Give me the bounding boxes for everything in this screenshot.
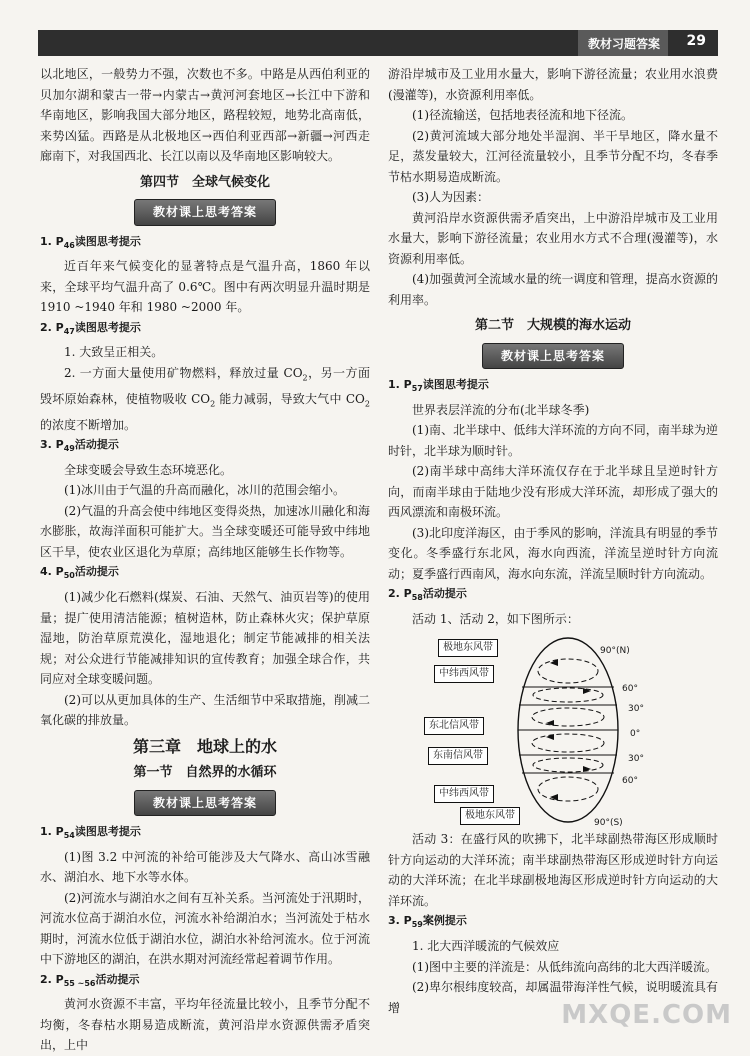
paragraph: 世界表层洋流的分布(北半球冬季)	[412, 402, 590, 417]
latitude-label: 60°	[622, 684, 638, 695]
paragraph: (3)北印度洋海区，由于季风的影响，洋流具有明显的季节变化。冬季盛行东北风，海水向西流，洋流呈逆时针方向流动；夏季盛行西南风，海水向东流，洋流呈顺时针方向流动。	[388, 525, 718, 581]
paragraph: (1)南、北半球中、低纬大洋环流的方向不同，南半球为逆时针，北半球为顺时针。	[388, 423, 718, 458]
paragraph: 全球变暖会导致生态环境恶化。	[64, 462, 233, 477]
latitude-label: 30°	[628, 754, 644, 765]
paragraph: 黄河水资源不丰富，平均年径流量比较小，且季节分配不均衡，冬春枯水期易造成断流，黄河沿岸水资源供需矛盾突出，上中	[40, 997, 370, 1053]
paragraph: (3)人为因素：	[412, 190, 489, 204]
paragraph: 活动 1、活动 2，如下图所示：	[412, 611, 579, 626]
paragraph: 1. 大致呈正相关。	[64, 345, 164, 360]
paragraph: 2. 一方面大量使用矿物燃料，释放过量 $CO_2$，另一方面毁坏原始森林，使植物吸收 $CO_2$ 能力减弱，导致大气中 $CO_2$ 的浓度不断增加。	[40, 365, 370, 432]
wind-current-diagram	[388, 635, 718, 829]
question-heading: 2. $P_{55 \sim 56}$活动提示	[40, 972, 140, 988]
question-heading: 3. $P_{59}$案例提示	[388, 914, 467, 930]
chapter-title: 第三章 地球上的水	[132, 736, 277, 756]
paragraph: 以北地区，一般势力不强，次数也不多。中路是从西伯利亚的贝加尔湖和蒙古一带→内蒙古→黄河河套地区→长江中下游和华南地区，影响我国大部分地区，路程较短，地势北高南低，来势凶猛。西路是从北极地区→西伯利亚西部→新疆→河西走廊南下，对我国西北、长江以南以及华南地区影响较大。	[40, 67, 370, 163]
answer-badge: 教材课上思考答案	[482, 343, 624, 370]
paragraph: (1)图中主要的洋流是：从低纬流向高纬的北大西洋暖流。	[412, 959, 718, 974]
question-heading: 3. $P_{49}$活动提示	[40, 438, 119, 454]
paragraph: 活动 3：在盛行风的吹拂下，北半球副热带海区形成顺时针方向运动的大洋环流；南半球副热带海区形成逆时针方向运动的大洋环流；在北半球副极地海区形成逆时针方向运动的大洋环流。	[388, 832, 718, 908]
paragraph: 黄河沿岸水资源供需矛盾突出，上中游沿岸城市及工业用水量大，影响下游径流量；农业用水方式不合理(漫灌等)，水资源利用率低。	[388, 210, 718, 266]
paragraph: (1)减少化石燃料(煤炭、石油、天然气、油页岩等)的使用量；提广使用清洁能源；植树造林，防止森林火灾；保护草原湿地，防治草原荒漠化，湿地退化；制定节能减排的相关法规；对公众进行节能减排知识的宣传教育；加强全球合作，共同应对全球变暖问题。	[40, 590, 370, 687]
paragraph: 近百年来气候变化的显著特点是气温升高，1860 年以来，全球平均气温升高了 0.6℃。图中有两次明显升温时期是 1910 ~1940 年和 1980 ~2000 年。	[40, 259, 370, 315]
answer-badge: 教材课上思考答案	[134, 790, 276, 817]
latitude-label: 90°(N)	[600, 646, 630, 657]
paragraph: 1. 北大西洋暖流的气候效应	[412, 939, 560, 954]
question-heading: 1. $P_{57}$读图思考提示	[388, 378, 489, 394]
page-number: 29	[686, 33, 706, 49]
section-title: 第一节 自然界的水循环	[133, 765, 277, 781]
question-heading: 2. $P_{47}$读图思考提示	[40, 320, 141, 336]
paragraph: (1)径流输送，包括地表径流和地下径流。	[412, 108, 633, 122]
paragraph: (2)卑尔根纬度较高，却属温带海洋性气候，说明暖流具有增	[388, 980, 718, 1015]
wind-belt-label: 东南信风带	[428, 747, 488, 765]
wind-belt-label: 极地东风带	[460, 807, 520, 825]
paragraph: (2)可以从更加具体的生产、生活细节中采取措施，削减二氧化碳的排放量。	[40, 692, 370, 728]
left-column	[40, 64, 370, 1056]
wind-belt-label: 极地东风带	[438, 639, 498, 657]
question-heading: 4. $P_{50}$活动提示	[40, 565, 119, 581]
question-heading: 2. $P_{58}$活动提示	[388, 587, 467, 603]
paragraph: (2)河流水与湖泊水之间有互补关系。当河流处于汛期时，河流水位高于湖泊水位，河流水补给湖泊水；当河流处于枯水期时，河流水位低于湖泊水位，湖泊水补给河流水。位于河流中下游地区的湖泊，在洪水期对河流经常起着调节作用。	[40, 890, 370, 967]
paragraph: (1)冰川由于气温的升高而融化，冰川的范围会缩小。	[64, 483, 346, 498]
question-heading: 1. $P_{46}$读图思考提示	[40, 234, 141, 250]
question-heading: 1. $P_{54}$读图思考提示	[40, 825, 141, 841]
latitude-label: 90°(S)	[594, 818, 623, 829]
header-brand: 教材习题答案	[587, 37, 660, 51]
watermark: MXQE.COM	[561, 1000, 732, 1030]
section-title: 第四节 全球气候变化	[139, 174, 270, 190]
wind-belt-label: 东北信风带	[424, 717, 484, 735]
paragraph: (1)图 3.2 中河流的补给可能涉及大气降水、高山冰雪融水、湖泊水、地下水等水体。	[40, 849, 370, 885]
paragraph: (2)南半球中高纬大洋环流仅存在于北半球且呈逆时针方向，而南半球由于陆地少没有形成大洋环流，却形成了强大的西风漂流和南极环流。	[388, 464, 718, 520]
latitude-label: 0°	[630, 729, 641, 740]
paragraph: (2)气温的升高会使中纬地区变得炎热，加速冰川融化和海水膨胀，故海洋面积可能扩大。当全球变暖还可能导致中纬地区干旱，使农业区退化为草原；高纬地区能够生长作物等。	[40, 503, 370, 559]
right-column	[388, 64, 718, 1018]
answer-badge: 教材课上思考答案	[134, 199, 276, 226]
latitude-label: 30°	[628, 704, 644, 715]
wind-belt-label: 中纬西风带	[434, 665, 494, 683]
paragraph: (4)加强黄河全流域水量的统一调度和管理，提高水资源的利用率。	[388, 272, 718, 307]
paragraph: 游沿岸城市及工业用水量大，影响下游径流量；农业用水浪费(漫灌等)，水资源利用率低。	[388, 67, 718, 102]
page-header	[38, 30, 718, 56]
paragraph: (2)黄河流域大部分地处半湿润、半干旱地区，降水量不足，蒸发量较大，江河径流量较小，且季节分配不均，冬春季节枯水期易造成断流。	[388, 128, 718, 184]
section-title: 第二节 大规模的海水运动	[474, 318, 631, 333]
latitude-label: 60°	[622, 776, 638, 787]
wind-belt-label: 中纬西风带	[434, 785, 494, 803]
